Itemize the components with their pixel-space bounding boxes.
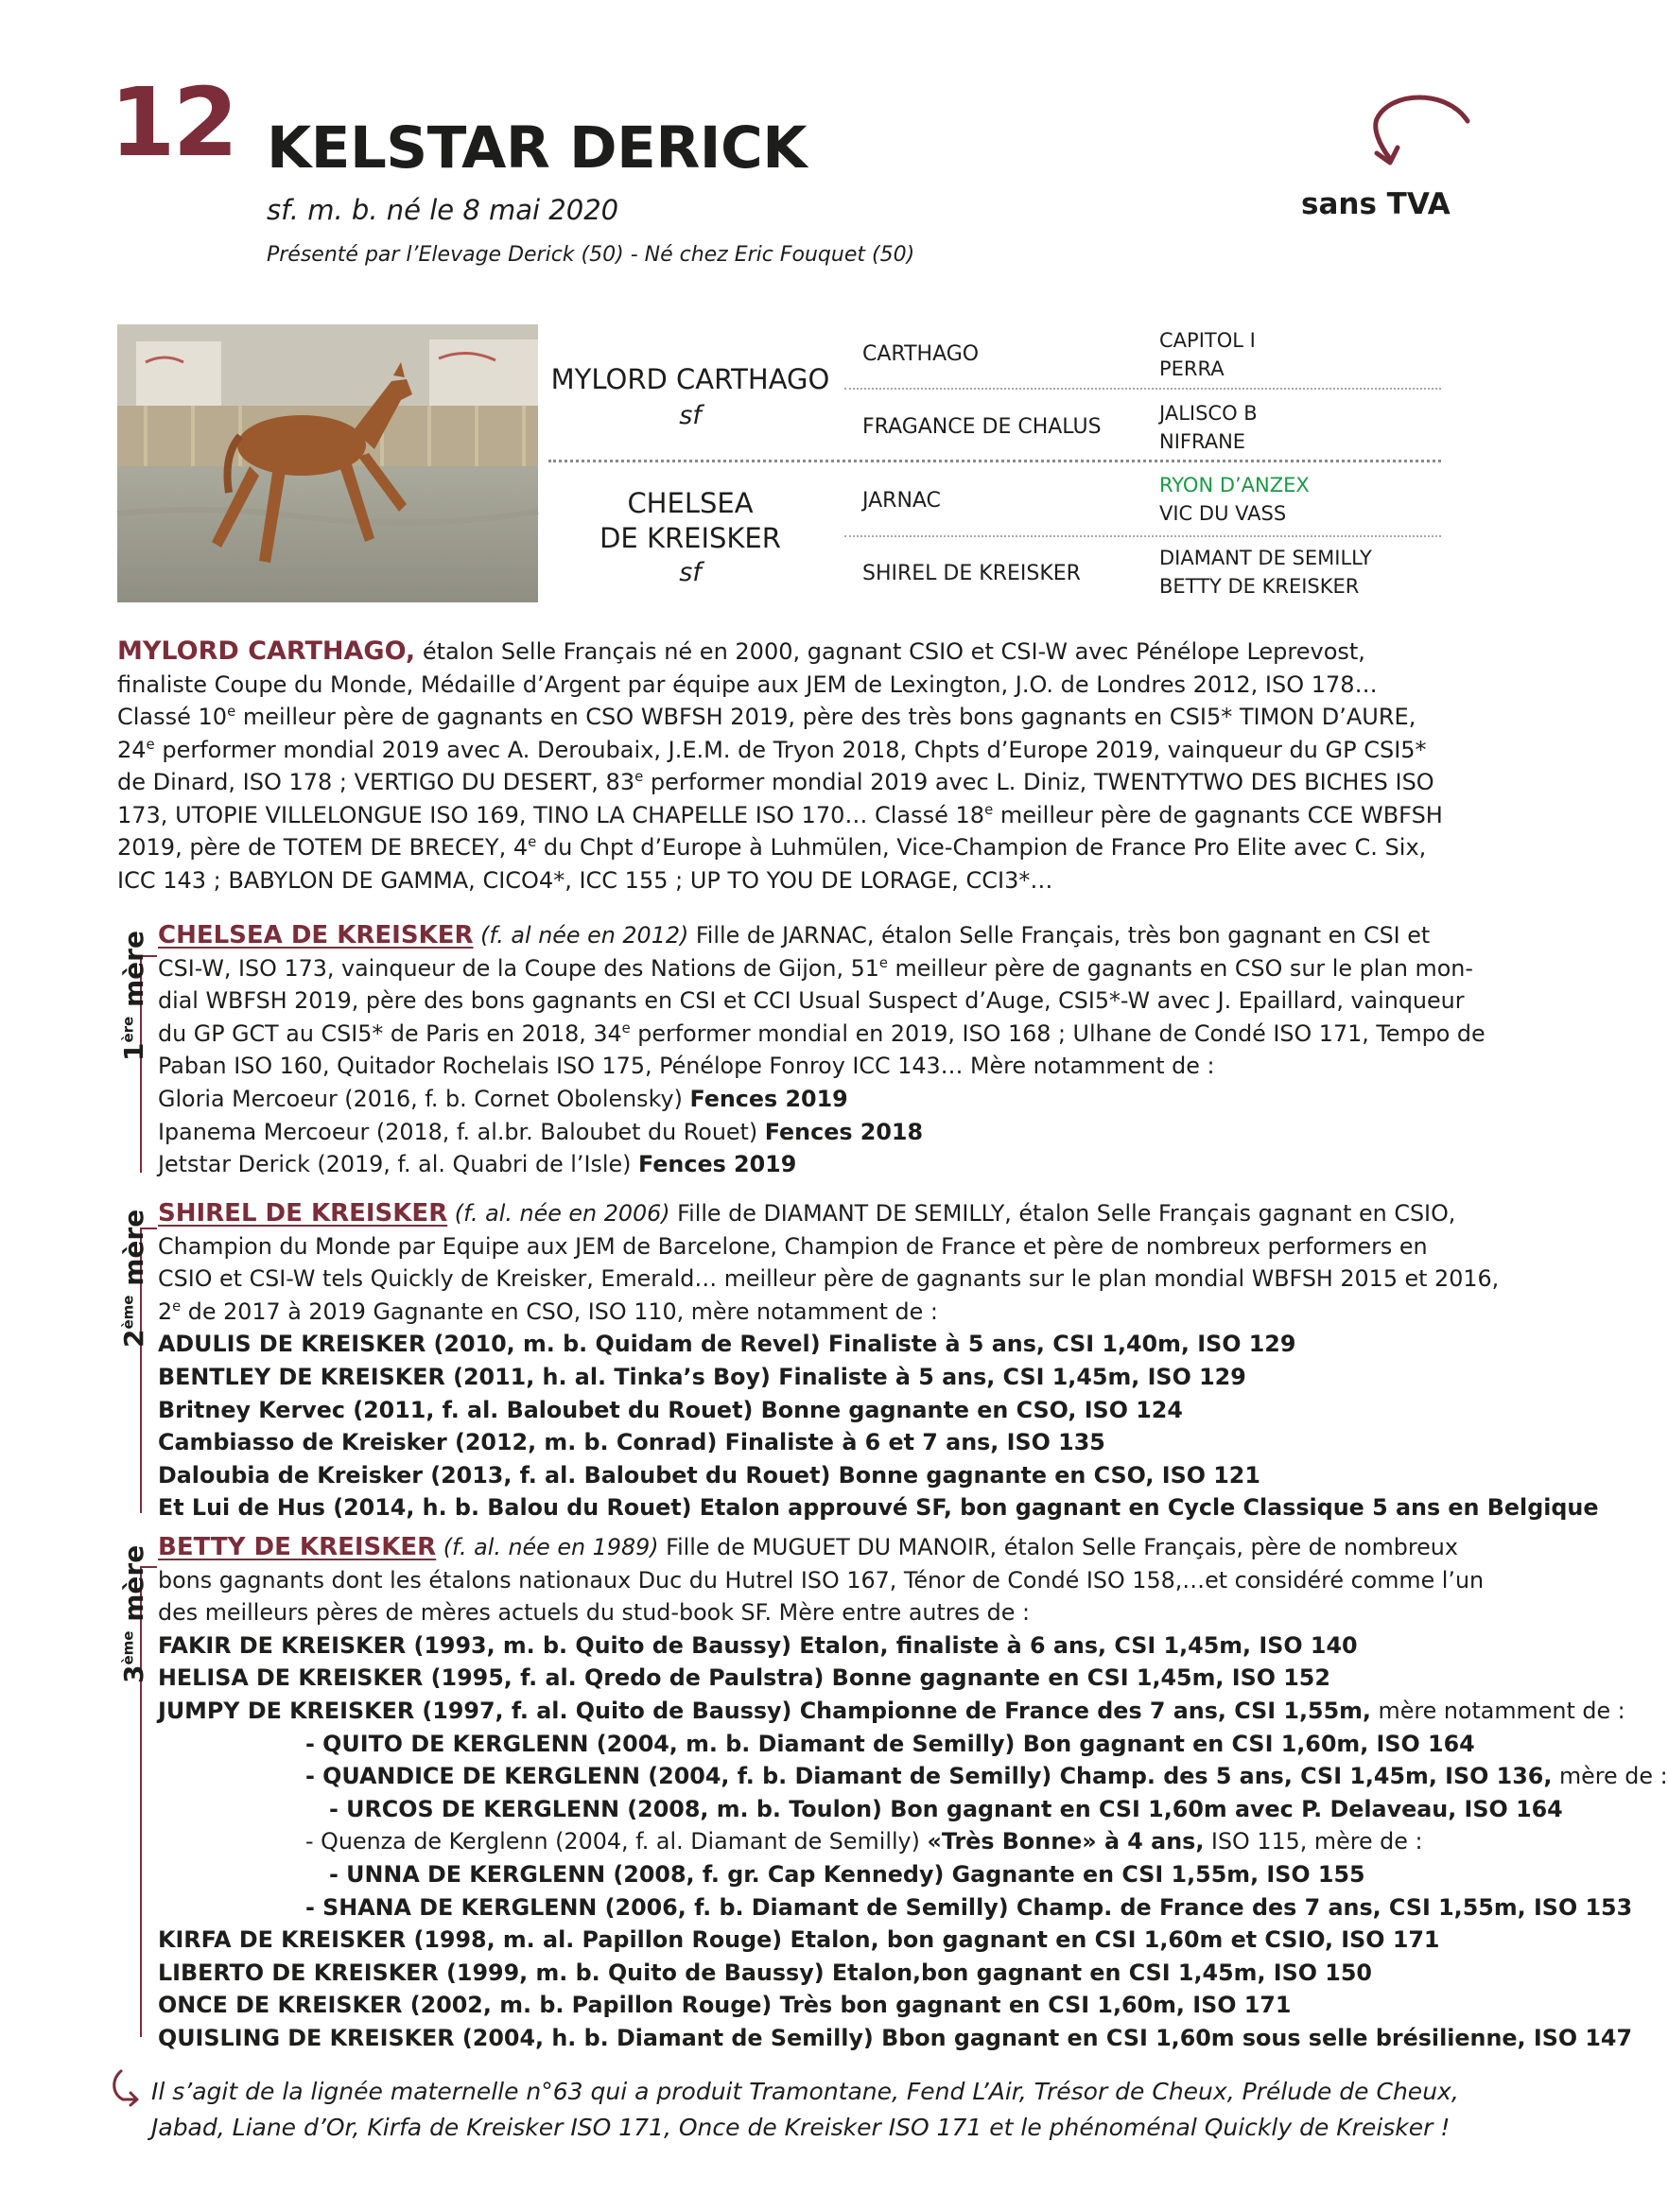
dam1-name: CHELSEA DE KREISKER bbox=[158, 921, 474, 949]
maternal-line-note bbox=[151, 2074, 1475, 2146]
pedigree-ggp: VIC DU VASS bbox=[1159, 502, 1287, 525]
text-line: des meilleurs pères de mères actuels du stud-book SF. Mère entre autres de : bbox=[158, 1599, 1031, 1627]
sire-description bbox=[117, 636, 1441, 897]
text-line: ICC 143 ; BABYLON DE GAMMA, CICO4*, ICC 155 ; UP TO YOU DE LORAGE, CCI3*… bbox=[117, 866, 1053, 894]
sub-offspring-item: - QUITO DE KERGLENN (2004, m. b. Diamant de Semilly) Bon gagnant en CSI 1,60m, ISO 164 bbox=[305, 1730, 1475, 1757]
pedigree-ggp: CAPITOL I bbox=[1159, 329, 1256, 352]
offspring-item: ONCE DE KREISKER (2002, m. b. Papillon Rouge) Très bon gagnant en CSI 1,60m, ISO 171 bbox=[158, 1992, 1292, 2019]
tax-note: sans TVA bbox=[1301, 187, 1451, 221]
offspring-item: Daloubia de Kreisker (2013, f. al. Baloubet du Rouet) Bonne gagnante en CSO, ISO 121 bbox=[158, 1461, 1260, 1489]
dam2-name: SHIREL DE KREISKER bbox=[158, 1199, 448, 1228]
offspring-item: HELISA DE KREISKER (1995, f. al. Qredo de Paulstra) Bonne gagnante en CSI 1,45m, ISO 152 bbox=[158, 1664, 1330, 1692]
offspring-item: KIRFA DE KREISKER (1998, m. al. Papillon Rouge) Etalon, bon gagnant en CSI 1,60m et CSIO, ISO 171 bbox=[158, 1926, 1440, 1954]
offspring-item: Ipanema Mercoeur (2018, f. al.br. Baloubet du Rouet) Fences 2018 bbox=[158, 1118, 924, 1145]
dam1-label: 1ère mère bbox=[118, 931, 149, 1061]
sub-offspring-item: - SHANA DE KERGLENN (2006, f. b. Diamant de Semilly) Champ. de France des 7 ans, CSI 1,55m, ISO 153 bbox=[305, 1893, 1633, 1921]
pedigree-divider bbox=[844, 388, 1441, 390]
text-line: Paban ISO 160, Quitador Rochelais ISO 175, Pénélope Fonroy ICC 143… Mère notamment de : bbox=[158, 1053, 1215, 1080]
dam3-name: BETTY DE KREISKER bbox=[158, 1533, 437, 1561]
horse-name: KELSTAR DERICK bbox=[267, 114, 808, 182]
sire-name: MYLORD CARTHAGO, bbox=[117, 636, 416, 666]
text-line: 24e performer mondial 2019 avec A. Deroubaix, J.E.M. de Tryon 2018, Chpts d’Europe 2019, vainqueur du GP CSI5* bbox=[117, 735, 1427, 763]
pedigree-sire: MYLORD CARTHAGO bbox=[550, 363, 830, 395]
text-line: étalon Selle Français né en 2000, gagnant CSIO et CSI-W avec Pénélope Leprevost, bbox=[422, 638, 1365, 665]
text-line: 2019, père de TOTEM DE BRECEY, 4e du Chpt d’Europe à Luhmülen, Vice-Champion de France Pro Elite avec C. Six, bbox=[117, 833, 1427, 861]
text-line: CSIO et CSI-W tels Quickly de Kreisker, Emerald… meilleur père de gagnants sur le plan mondial WBFSH 2015 et 2016, bbox=[158, 1265, 1500, 1293]
dam3-label: 3ème mère bbox=[118, 1544, 149, 1683]
offspring-item: Et Lui de Hus (2014, h. b. Balou du Rouet) Etalon approuvé SF, bon gagnant en Cycle Classique 5 ans en Belgique bbox=[158, 1494, 1599, 1522]
pedigree-dam bbox=[548, 486, 832, 556]
dam2-section: SHIREL DE KREISKER (f. al. née en 2006) Fille de DIAMANT DE SEMILLY, étalon Selle Français gagnant en CSIO, Champion du Monde par Equipe aux JEM de Barcelone, Champion de France et père de nombreux performers en CSIO et CSI-W tels Quickly de Kreisker, Emerald… meilleur père de gagnants sur le plan mondial WBFSH 2015 et 2016, 2e de 2017 à 2019 Gagnante en CSO, ISO 110, mère notamment de : ADULIS DE KREISKER (2010, m. b. Quidam de Revel) Finaliste à 5 ans, CSI 1,40m, ISO 129 BENTLEY DE KREISKER (2011, h. al. Tinka’s Boy) Finaliste à 5 ans, CSI 1,45m, ISO 129 Britney Kervec (2011, f. al. Baloubet du Rouet) Bonne gagnante en CSO, ISO 124 Cambiasso de Kreisker (2012, m. b. Conrad) Finaliste à 6 et 7 ans, ISO 135 Daloubia de Kreisker (2013, f. al. Baloubet du Rouet) Bonne gagnante en CSO, ISO 121 Et Lui de Hus (2014, h. b. Balou du Rouet) Etalon approuvé SF, bon gagnant en Cycle Classique 5 ans en Belgique bbox=[158, 1197, 1439, 1524]
offspring-item: ADULIS DE KREISKER (2010, m. b. Quidam de Revel) Finaliste à 5 ans, CSI 1,40m, ISO 129 bbox=[158, 1331, 1296, 1358]
sub-offspring-item: - URCOS DE KERGLENN (2008, m. b. Toulon) Bon gagnant en CSI 1,60m avec P. Delaveau, ISO 164 bbox=[329, 1795, 1563, 1822]
curved-arrow-icon bbox=[1352, 95, 1475, 180]
offspring-item: BENTLEY DE KREISKER (2011, h. al. Tinka’s Boy) Finaliste à 5 ans, CSI 1,45m, ISO 129 bbox=[158, 1363, 1246, 1390]
pedigree-divider bbox=[844, 535, 1441, 537]
presented-by: Présenté par l’Elevage Derick (50) - Né chez Eric Fouquet (50) bbox=[267, 243, 915, 267]
offspring-item: JUMPY DE KREISKER (1997, f. al. Quito de Baussy) Championne de France des 7 ans, CSI 1,55m, mère notamment de : bbox=[158, 1697, 1625, 1724]
pedigree-ggp: PERRA bbox=[1159, 357, 1225, 380]
pedigree-dam-line1: CHELSEA bbox=[627, 487, 754, 519]
pedigree-divider bbox=[548, 460, 1441, 462]
sub-offspring-item: - QUANDICE DE KERGLENN (2004, f. b. Diamant de Semilly) Champ. des 5 ans, CSI 1,45m, ISO 136, mère de : bbox=[305, 1763, 1668, 1790]
offspring-item: QUISLING DE KREISKER (2004, h. b. Diamant de Semilly) Bbon gagnant en CSI 1,60m sous selle brésilienne, ISO 147 bbox=[158, 2024, 1633, 2051]
pedigree-ggp: NIFRANE bbox=[1159, 430, 1246, 453]
text-line: Champion du Monde par Equipe aux JEM de Barcelone, Champion de France et père de nombreux performers en bbox=[158, 1232, 1428, 1260]
pedigree-sire-dam: FRAGANCE DE CHALUS bbox=[862, 415, 1102, 439]
pedigree-sire-breed: sf bbox=[679, 401, 702, 430]
text-line: du GP GCT au CSI5* de Paris en 2018, 34e performer mondial en 2019, ISO 168 ; Ulhane de Condé ISO 171, Tempo de bbox=[158, 1019, 1486, 1047]
offspring-item: Gloria Mercoeur (2016, f. b. Cornet Obolensky) Fences 2019 bbox=[158, 1085, 848, 1112]
dam3-section: BETTY DE KREISKER (f. al. née en 1989) Fille de MUGUET DU MANOIR, étalon Selle Français, père de nombreux bons gagnants dont les étalons nationaux Duc du Hutrel ISO 167, Ténor de Condé ISO 158,…et considéré comme l’un des meilleurs pères de mères actuels du stud-book SF. Mère entre autres de : FAKIR DE KREISKER (1993, m. b. Quito de Baussy) Etalon, finaliste à 6 ans, CSI 1,45m, ISO 140 HELISA DE KREISKER (1995, f. al. Qredo de Paulstra) Bonne gagnante en CSI 1,45m, ISO 152 JUMPY DE KREISKER (1997, f. al. Quito de Baussy) Championne de France des 7 ans, CSI 1,55m, mère notamment de : - QUITO DE KERGLENN (2004, m. b. Diamant de Semilly) Bon gagnant en CSI 1,60m, ISO 164 - QUANDICE DE KERGLENN (2004, f. b. Diamant de Semilly) Champ. des 5 ans, CSI 1,45m, ISO 136, mère de : - URCOS DE KERGLENN (2008, m. b. Toulon) Bon gagnant en CSI 1,60m avec P. Delaveau, ISO 164 - Quenza de Kerglenn (2004, f. al. Diamant de Semilly) «Très Bonne» à 4 ans, ISO 115, mère de : - UNNA DE KERGLENN (2008, f. gr. Cap Kennedy) Gagnante en CSI 1,55m, ISO 155 - SHANA DE KERGLENN (2006, f. b. Diamant de Semilly) Champ. de France des 7 ans, CSI 1,55m, ISO 153 KIRFA DE KREISKER (1998, m. al. Papillon Rouge) Etalon, bon gagnant en CSI 1,60m et CSIO, ISO 171 LIBERTO DE KREISKER (1999, m. b. Quito de Baussy) Etalon,bon gagnant en CSI 1,45m, ISO 150 ONCE DE KREISKER (2002, m. b. Papillon Rouge) Très bon gagnant en CSI 1,60m, ISO 171 QUISLING DE KREISKER (2004, h. b. Diamant de Semilly) Bbon gagnant en CSI 1,60m sous selle brésilienne, ISO 147 bbox=[158, 1531, 1439, 2055]
pedigree-dam-line2: DE KREISKER bbox=[599, 522, 781, 554]
text-line: dial WBFSH 2019, père des bons gagnants en CSI et CCI Usual Suspect d’Auge, CSI5*-W avec J. Epaillard, vainqueur bbox=[158, 987, 1465, 1015]
offspring-item: Britney Kervec (2011, f. al. Baloubet du Rouet) Bonne gagnante en CSO, ISO 124 bbox=[158, 1396, 1183, 1423]
pedigree-sire-sire: CARTHAGO bbox=[862, 342, 980, 366]
sub-offspring-item: - Quenza de Kerglenn (2004, f. al. Diamant de Semilly) «Très Bonne» à 4 ans, ISO 115, mère de : bbox=[305, 1828, 1423, 1855]
horse-photo bbox=[117, 324, 538, 602]
offspring-item: LIBERTO DE KREISKER (1999, m. b. Quito de Baussy) Etalon,bon gagnant en CSI 1,45m, ISO 150 bbox=[158, 1959, 1372, 1986]
text-line: Classé 10e meilleur père de gagnants en CSO WBFSH 2019, père des très bons gagnants en CSI5* TIMON D’AURE, bbox=[117, 703, 1416, 730]
sub-offspring-item: - UNNA DE KERGLENN (2008, f. gr. Cap Kennedy) Gagnante en CSI 1,55m, ISO 155 bbox=[329, 1860, 1365, 1888]
dam1-section: CHELSEA DE KREISKER (f. al née en 2012) Fille de JARNAC, étalon Selle Français, très bon gagnant en CSI et CSI-W, ISO 173, vainqueur de la Coupe des Nations de Gijon, 51e meilleur père de gagnants en CSO sur le plan mon- dial WBFSH 2019, père des bons gagnants en CSI et CCI Usual Suspect d’Auge, CSI5*-W avec J. Epaillard, vainqueur du GP GCT au CSI5* de Paris en 2018, 34e performer mondial en 2019, ISO 168 ; Ulhane de Condé ISO 171, Tempo de Paban ISO 160, Quitador Rochelais ISO 175, Pénélope Fonroy ICC 143… Mère notamment de : Gloria Mercoeur (2016, f. b. Cornet Obolensky) Fences 2019 Ipanema Mercoeur (2018, f. al.br. Baloubet du Rouet) Fences 2018 Jetstar Derick (2019, f. al. Quabri de l’Isle) Fences 2019 bbox=[158, 919, 1439, 1181]
text-line: de Dinard, ISO 178 ; VERTIGO DU DESERT, 83e performer mondial 2019 avec L. Diniz, TWENTYTWO DES BICHES ISO bbox=[117, 768, 1434, 795]
text-line: bons gagnants dont les étalons nationaux Duc du Hutrel ISO 167, Ténor de Condé ISO 158,…et considéré comme l’un bbox=[158, 1566, 1485, 1594]
text-line: Il s’agit de la lignée maternelle n°63 qui a produit Tramontane, Fend L’Air, Trésor de Cheux, Prélude de Cheux, bbox=[151, 2078, 1459, 2105]
pedigree-dam-sire: JARNAC bbox=[862, 489, 941, 513]
pedigree-dam-dam: SHIREL DE KREISKER bbox=[862, 562, 1081, 585]
text-line: 173, UTOPIE VILLELONGUE ISO 169, TINO LA CHAPELLE ISO 170… Classé 18e meilleur père de gagnants CCE WBFSH bbox=[117, 800, 1443, 828]
pedigree-ggp: JALISCO B bbox=[1159, 402, 1258, 425]
pedigree-ggp: BETTY DE KREISKER bbox=[1159, 575, 1360, 598]
lot-number: 12 bbox=[110, 67, 236, 178]
hook-arrow-icon bbox=[110, 2067, 142, 2105]
dam2-label: 2ème mère bbox=[118, 1209, 149, 1348]
offspring-item: Jetstar Derick (2019, f. al. Quabri de l’Isle) Fences 2019 bbox=[158, 1151, 797, 1178]
text-line: 2e de 2017 à 2019 Gagnante en CSO, ISO 110, mère notamment de : bbox=[158, 1298, 938, 1325]
text-line: Jabad, Liane d’Or, Kirfa de Kreisker ISO 171, Once de Kreisker ISO 171 et le phénoménal Quickly de Kreisker ! bbox=[151, 2114, 1451, 2141]
pedigree-ggp-highlight: RYON D’ANZEX bbox=[1159, 474, 1310, 496]
offspring-item: Cambiasso de Kreisker (2012, m. b. Conrad) Finaliste à 6 et 7 ans, ISO 135 bbox=[158, 1429, 1105, 1456]
pedigree-ggp: DIAMANT DE SEMILLY bbox=[1159, 547, 1372, 569]
offspring-item: FAKIR DE KREISKER (1993, m. b. Quito de Baussy) Etalon, finaliste à 6 ans, CSI 1,45m, ISO 140 bbox=[158, 1631, 1358, 1659]
horse-details: sf. m. b. né le 8 mai 2020 bbox=[267, 194, 619, 226]
pedigree-dam-breed: sf bbox=[679, 558, 702, 587]
text-line: finaliste Coupe du Monde, Médaille d’Argent par équipe aux JEM de Lexington, J.O. de Londres 2012, ISO 178… bbox=[117, 671, 1378, 698]
text-line: CSI-W, ISO 173, vainqueur de la Coupe des Nations de Gijon, 51e meilleur père de gagnants en CSO sur le plan mon- bbox=[158, 954, 1473, 982]
